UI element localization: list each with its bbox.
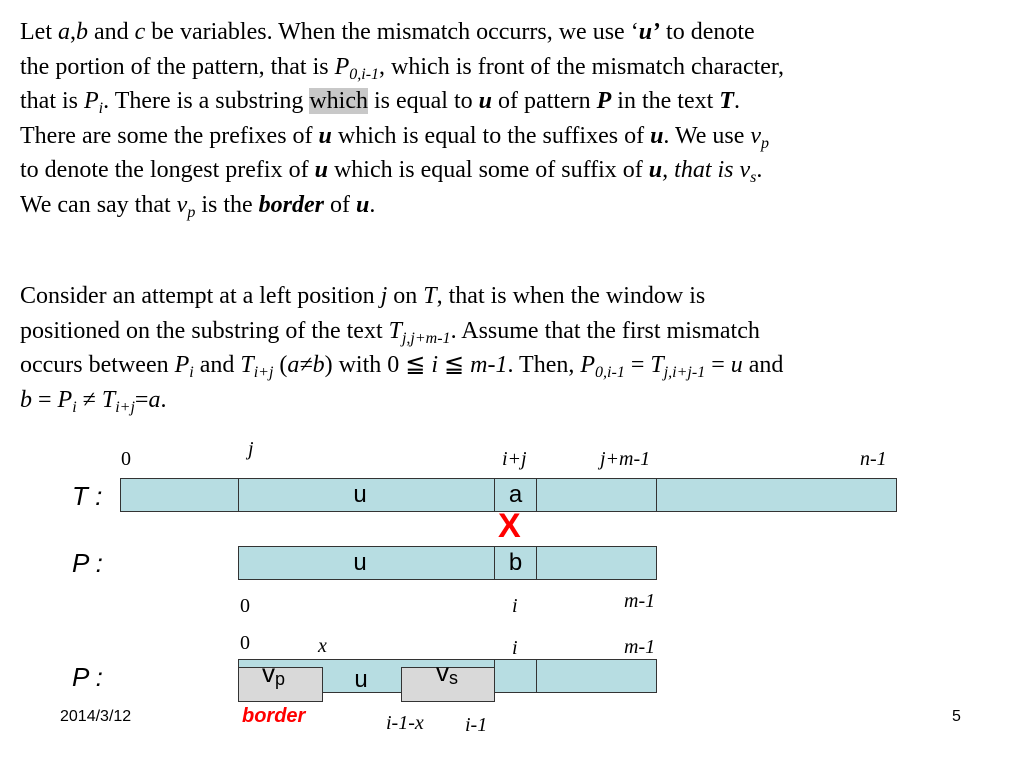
paragraph-1	[20, 15, 1020, 222]
p1-index-i: i	[512, 595, 518, 617]
paragraph-2-line-2: positioned on the substring of the text $T_{j,j+m-1}$. Assume that the first mismatch	[20, 317, 760, 347]
paragraph-1-line-3: that is $P_i$. There is a substring which is equal to u of pattern P in the text T.	[20, 88, 740, 117]
suffix-vs-label: $v_s$	[436, 657, 458, 688]
paragraph-2-line-3: occurs between $P_i$ and $T_{i+j}$ (a≠b) with 0 ≦ i ≦ m-1. Then, $P_{0,i-1} = T_{j,i+j-1} = u$ and	[20, 352, 784, 381]
footer-date: 2014/3/12	[60, 708, 132, 725]
mismatch-x-mark: X	[498, 507, 521, 545]
p1-index-m-minus-1: m-1	[624, 590, 656, 612]
p2-index-m-minus-1: m-1	[624, 636, 656, 658]
p1-index-0: 0	[240, 595, 250, 617]
border-label: border	[242, 705, 306, 727]
t-index-j-plus-m-minus-1: j+m-1	[600, 448, 651, 470]
paragraph-1-line-1: Let a,b and c be variables. When the mismatch occurrs, we use ‘u’ to denote	[20, 19, 755, 45]
prefix-vp-label: $v_p$	[262, 658, 286, 689]
p2-index-i-minus-1: i-1	[465, 714, 488, 736]
pattern-p1-b-label: b	[508, 549, 523, 576]
p2-index-0: 0	[240, 632, 250, 654]
paragraph-1-line-2: the portion of the pattern, that is $P_{0,i-1}$, which is front of the mismatch character,	[20, 53, 784, 83]
pattern-p2-u-label: u	[354, 666, 368, 693]
pattern-p2-rest	[536, 659, 657, 693]
paragraph-2-line-1: Consider an attempt at a left position j on T, that is when the window is	[20, 283, 706, 309]
text-t-a-label: a	[508, 481, 523, 508]
text-t-u-label: u	[353, 481, 367, 508]
t-index-n-minus-1: n-1	[860, 448, 887, 470]
pattern-p2-cell-i	[494, 659, 537, 693]
paragraph-1-line-6: We can say that $v_p$ is the border of u.	[20, 191, 376, 221]
paragraph-2	[20, 279, 1020, 417]
p2-index-x: x	[318, 635, 327, 657]
highlighted-word: which	[309, 88, 368, 114]
row-label-p-1: P :	[72, 548, 103, 578]
text-t-window-right	[536, 478, 657, 512]
row-label-p-2: P :	[72, 662, 103, 692]
paragraph-2-line-4: $b = P_i \ne T_{i+j}=a$.	[20, 386, 167, 416]
pattern-p1-u-label: u	[353, 549, 367, 576]
paragraph-1-line-4: There are some the prefixes of u which is equal to the suffixes of u. We use $v_p$	[20, 122, 770, 152]
footer-page-number: 5	[952, 708, 961, 725]
p2-index-i: i	[512, 637, 518, 659]
t-index-i-plus-j: i+j	[502, 448, 527, 470]
row-label-t: T :	[72, 481, 103, 511]
p2-index-i-minus-1-minus-x: i-1-x	[386, 712, 424, 734]
t-index-j: j	[248, 438, 254, 460]
paragraph-1-line-5: to denote the longest prefix of u which is equal some of suffix of u, that is $v_s$.	[20, 157, 763, 186]
t-index-0: 0	[121, 448, 131, 470]
pattern-p1-rest	[536, 546, 657, 580]
